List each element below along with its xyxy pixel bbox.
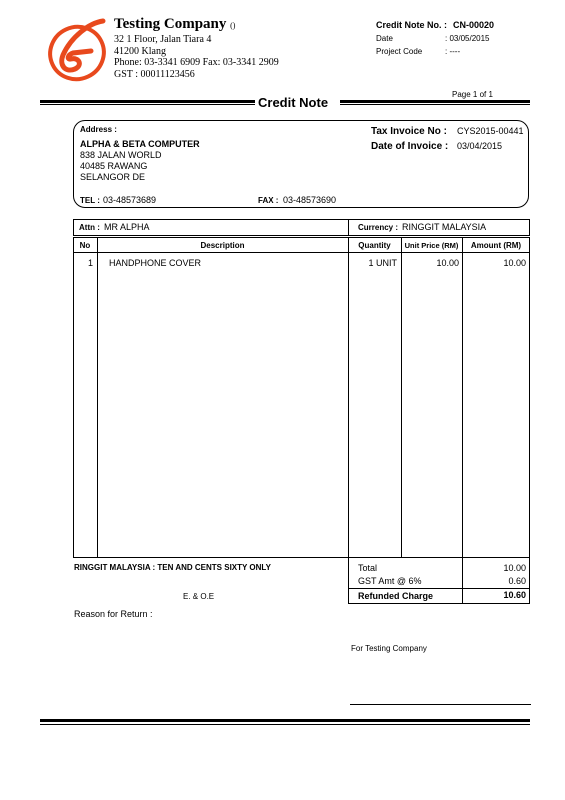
date-label: Date [376,34,393,43]
project-code-label: Project Code [376,47,423,56]
eoe-note: E. & O.E [183,592,215,601]
totals-bottom [348,603,530,604]
title-rule-right [340,100,530,103]
company-address-line1: 32 1 Floor, Jalan Tiara 4 [114,34,212,45]
gst-label: GST Amt @ 6% [358,576,422,586]
title-rule-left [40,100,255,103]
company-address [114,34,279,80]
attn-label: Attn : [79,223,100,232]
attn-currency-divider [348,219,349,236]
title-rule-left-thin [40,104,255,105]
address-label: Address : [80,125,117,134]
header-quantity: Quantity [358,241,391,250]
project-code-value: : ---- [445,47,461,56]
header-unit-price: Unit Price (RM) [404,241,459,250]
customer-name: ALPHA & BETA COMPUTER [80,139,200,149]
tel-value: 03-48573689 [103,195,157,205]
col-divider-qty [401,237,402,558]
customer-address [80,150,162,183]
row-no: 1 [87,258,93,268]
page-number: Page 1 of 1 [452,90,493,99]
company-logo-icon [45,15,113,85]
footer-rule-thick [40,719,530,722]
col-divider-no [97,237,98,558]
attn-value: MR ALPHA [104,222,150,232]
company-address-line2: 41200 Klang [114,45,166,57]
credit-note-no-label: Credit Note No. : [376,20,447,30]
document-title: Credit Note [258,95,329,110]
totals-left-line [348,558,349,604]
company-name: Testing Company () [114,16,236,32]
date-of-invoice-label: Date of Invoice : [371,141,449,152]
gst-value: 0.60 [508,576,526,586]
tel-label: TEL : [80,196,100,205]
total-label: Total [358,563,378,573]
header-amount: Amount (RM) [470,241,522,250]
header-description: Description [200,241,245,250]
tax-invoice-label: Tax Invoice No : [371,126,447,137]
total-value: 10.00 [503,563,526,573]
row-unit-price: 10.00 [436,258,459,268]
col-divider-unit [462,237,463,558]
header-no: No [79,241,91,250]
company-gst: GST : 00011123456 [114,68,195,80]
date-value: : 03/05/2015 [445,34,490,43]
currency-label: Currency : [358,223,399,232]
reason-for-return-label: Reason for Return : [74,609,153,619]
tax-invoice-no: CYS2015-00441 [457,126,524,136]
customer-address-line2: 40485 RAWANG [80,161,148,171]
refunded-charge-value: 10.60 [503,590,526,600]
signature-line [350,704,531,705]
fax-label: FAX : [258,196,279,205]
amount-in-words: RINGGIT MALAYSIA : TEN AND CENTS SIXTY ONLY [74,563,271,572]
row-amount: 10.00 [503,258,526,268]
credit-note-no: CN-00020 [453,20,495,30]
customer-address-line1: 838 JALAN WORLD [80,150,162,160]
for-company: For Testing Company [351,644,427,653]
company-phone-fax: Phone: 03-3341 6909 Fax: 03-3341 2909 [114,57,279,68]
totals-right-line [529,558,530,604]
refunded-charge-label: Refunded Charge [358,591,434,601]
row-quantity: 1 UNIT [368,258,397,268]
customer-address-line3: SELANGOR DE [80,172,146,182]
currency-value: RINGGIT MALAYSIA [402,222,487,232]
footer-rule-thin [40,724,530,725]
row-description: HANDPHONE COVER [109,258,202,268]
fax-value: 03-48573690 [283,195,337,205]
totals-divider [348,588,530,589]
title-rule-right-thin [340,104,530,105]
date-of-invoice: 03/04/2015 [457,141,503,151]
col-divider-desc [348,237,349,558]
